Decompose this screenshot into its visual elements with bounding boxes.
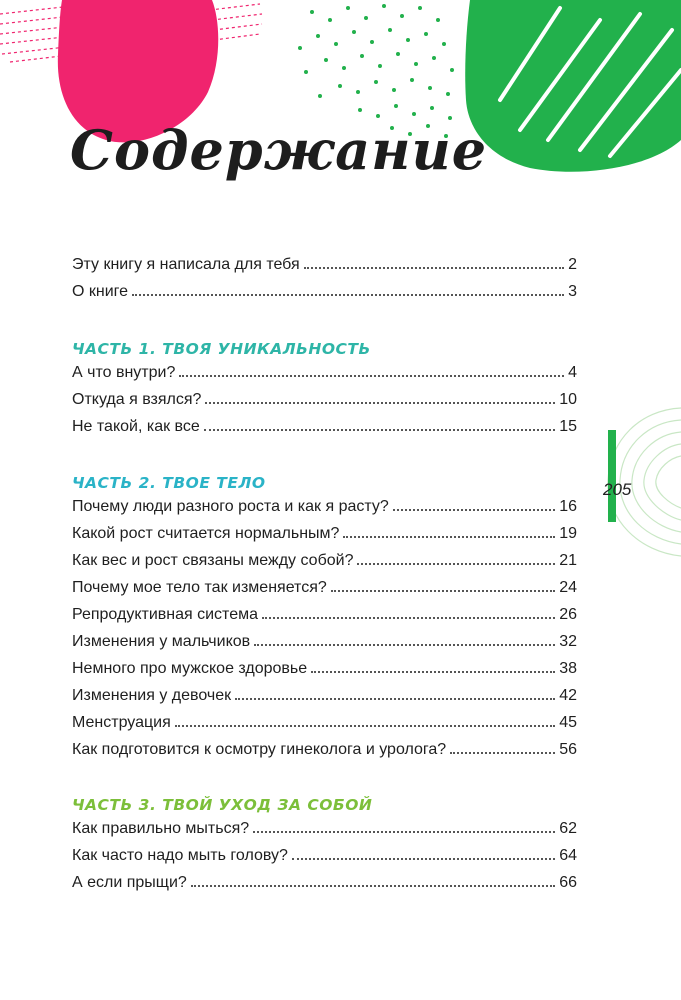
- toc-entry[interactable]: [72, 660, 577, 687]
- toc-entry[interactable]: [72, 256, 577, 283]
- entry-page: 21: [559, 552, 577, 569]
- entry-title: А что внутри?: [72, 364, 176, 381]
- entry-title: Репродуктивная система: [72, 606, 258, 623]
- toc-section-1: [72, 334, 577, 445]
- entry-page: 66: [559, 874, 577, 891]
- entry-page: 56: [559, 741, 577, 758]
- toc-intro: [72, 256, 577, 310]
- toc-entry[interactable]: [72, 418, 577, 445]
- green-brush-blob: [465, 0, 681, 172]
- dot-leader: [304, 267, 564, 269]
- dot-leader: [132, 294, 564, 296]
- dot-leader: [179, 375, 564, 377]
- entry-page: 4: [568, 364, 577, 381]
- toc-entry[interactable]: [72, 820, 577, 847]
- toc-entry[interactable]: [72, 525, 577, 552]
- entry-title: Изменения у девочек: [72, 687, 232, 704]
- entry-page: 3: [568, 283, 577, 300]
- entry-page: 42: [559, 687, 577, 704]
- entry-page: 24: [559, 579, 577, 596]
- entry-title: Почему мое тело так изменяется?: [72, 579, 327, 596]
- entry-page: 45: [559, 714, 577, 731]
- entry-title: Откуда я взялся?: [72, 391, 202, 408]
- entry-title: Как часто надо мыть голову?: [72, 847, 288, 864]
- toc-entry[interactable]: [72, 364, 577, 391]
- entry-title: А если прыщи?: [72, 874, 187, 891]
- entry-title: Как вес и рост связаны между собой?: [72, 552, 354, 569]
- toc-entry[interactable]: [72, 391, 577, 418]
- page-title: Содержание: [70, 118, 488, 182]
- toc-entry[interactable]: [72, 687, 577, 714]
- page-number: 205: [603, 480, 632, 499]
- dot-leader: [343, 536, 555, 538]
- entry-title: Менструация: [72, 714, 171, 731]
- section-heading: ЧАСТЬ 1. ТВОЯ УНИКАЛЬНОСТЬ: [72, 340, 371, 358]
- toc-section-3: [72, 790, 577, 901]
- dot-leader: [292, 858, 555, 860]
- toc-entry[interactable]: [72, 714, 577, 741]
- dot-leader: [311, 671, 555, 673]
- toc-entry[interactable]: [72, 606, 577, 633]
- dot-leader: [191, 885, 555, 887]
- toc-entry[interactable]: [72, 874, 577, 901]
- toc-section-2: [72, 468, 577, 768]
- entry-page: 19: [559, 525, 577, 542]
- entry-page: 62: [559, 820, 577, 837]
- entry-page: 38: [559, 660, 577, 677]
- entry-page: 64: [559, 847, 577, 864]
- entry-title: Как подготовится к осмотру гинеколога и уролога?: [72, 741, 447, 758]
- dot-leader: [205, 402, 555, 404]
- entry-title: Как правильно мыться?: [72, 820, 250, 837]
- entry-title: Немного про мужское здоровье: [72, 660, 308, 677]
- entry-page: 32: [559, 633, 577, 650]
- dot-leader: [235, 698, 555, 700]
- entry-page: 2: [568, 256, 577, 273]
- toc-entry[interactable]: [72, 283, 577, 310]
- section-heading: ЧАСТЬ 3. ТВОЙ УХОД ЗА СОБОЙ: [72, 796, 373, 814]
- toc-entry[interactable]: [72, 552, 577, 579]
- entry-title: Эту книгу я написала для тебя: [72, 256, 300, 273]
- dot-leader: [175, 725, 555, 727]
- entry-page: 15: [559, 418, 577, 435]
- entry-title: Не такой, как все: [72, 418, 200, 435]
- entry-page: 10: [559, 391, 577, 408]
- green-side-bar: [608, 430, 616, 522]
- dot-leader: [253, 831, 555, 833]
- dot-leader: [204, 429, 555, 431]
- entry-title: Изменения у мальчиков: [72, 633, 251, 650]
- dot-leader: [254, 644, 555, 646]
- dot-leader: [331, 590, 555, 592]
- entry-page: 26: [559, 606, 577, 623]
- dot-leader: [450, 752, 555, 754]
- entry-title: О книге: [72, 283, 129, 300]
- dot-leader: [393, 509, 555, 511]
- toc-entry[interactable]: [72, 633, 577, 660]
- entry-title: Почему люди разного роста и как я расту?: [72, 498, 389, 515]
- dot-leader: [357, 563, 555, 565]
- toc-entry[interactable]: [72, 847, 577, 874]
- entry-title: Какой рост считается нормальным?: [72, 525, 340, 542]
- section-heading: ЧАСТЬ 2. ТВОЕ ТЕЛО: [72, 474, 266, 492]
- entry-page: 16: [559, 498, 577, 515]
- toc-entry[interactable]: [72, 498, 577, 525]
- dot-leader: [262, 617, 555, 619]
- toc-entry[interactable]: [72, 579, 577, 606]
- toc-entry[interactable]: [72, 741, 577, 768]
